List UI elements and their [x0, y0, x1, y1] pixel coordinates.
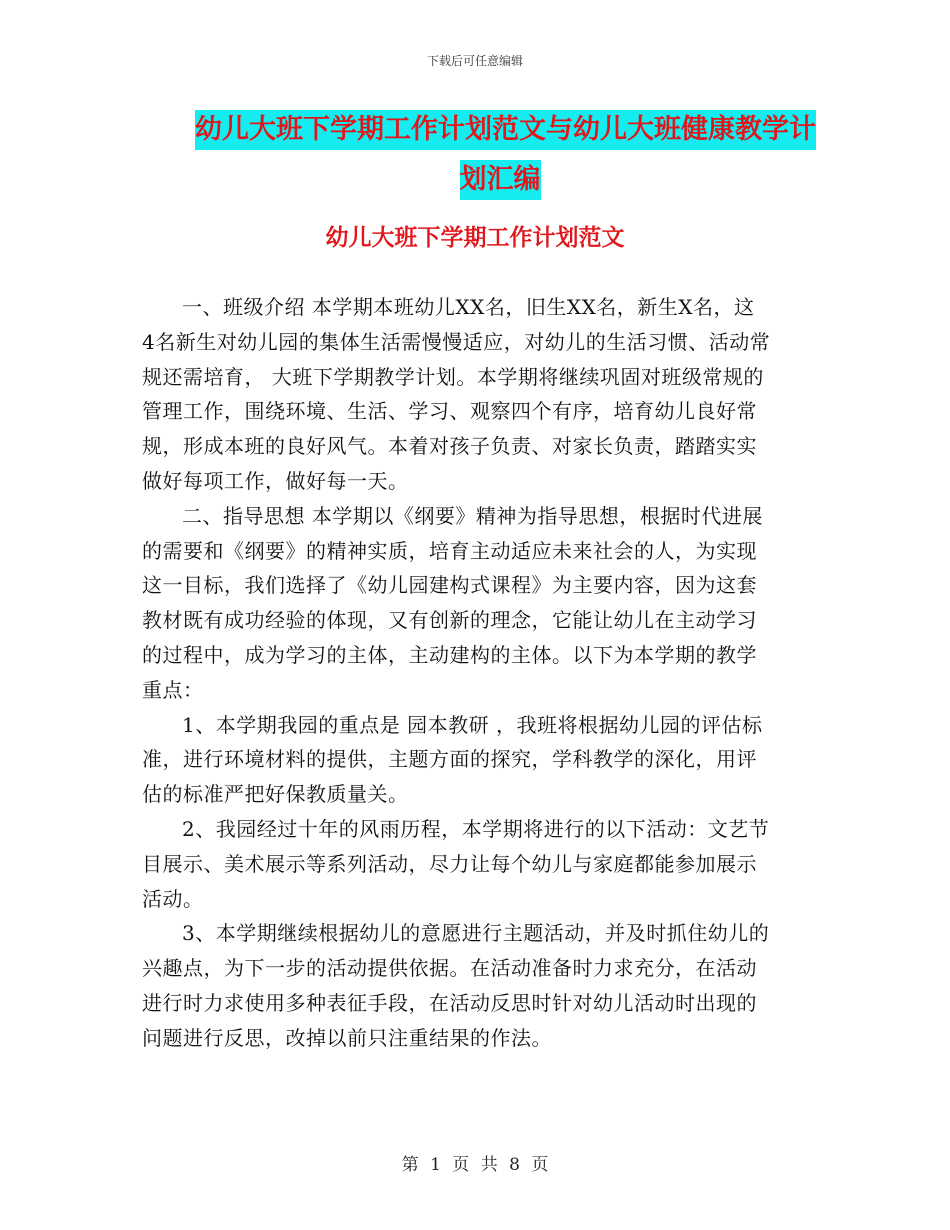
paragraph-5-line: 兴趣点，为下一步的活动提供依据。在活动准备时力求充分，在活动 [142, 956, 757, 981]
paragraph-2-line: 二、指导思想 本学期以《纲要》精神为指导思想，根据时代进展 [182, 503, 763, 528]
paragraph-2-line: 的需要和《纲要》的精神实质，培育主动适应未来社会的人，为实现 [142, 538, 757, 563]
paragraph-4-line: 2、我园经过十年的风雨历程，本学期将进行的以下活动：文艺节 [182, 816, 770, 841]
paragraph-1-line: 4名新生对幼儿园的集体生活需慢慢适应，对幼儿的生活习惯、活动常 [142, 329, 771, 354]
document-title [195, 110, 816, 200]
paragraph-3-line: 准，进行环境材料的提供，主题方面的探究，学科教学的深化，用评 [142, 747, 757, 772]
paragraph-5-line: 3、本学期继续根据幼儿的意愿进行主题活动，并及时抓住幼儿的 [182, 921, 770, 946]
paragraph-1-line: 规，形成本班的良好风气。本着对孩子负责、对家长负责，踏踏实实 [142, 434, 757, 459]
header-note: 下载后可任意编辑 [426, 54, 523, 68]
paragraph-1-line: 一、班级介绍 本学期本班幼儿XX名，旧生XX名，新生X名，这 [182, 295, 755, 319]
paragraph-2-line: 教材既有成功经验的体现，又有创新的理念，它能让幼儿在主动学习 [142, 608, 757, 633]
paragraph-5-line: 问题进行反思，改掉以前只注重结果的作法。 [142, 1025, 552, 1050]
paragraph-1-line: 做好每项工作，做好每一天。 [142, 468, 409, 493]
paragraph-3-line: 1、本学期我园的重点是 园本教研 ，我班将根据幼儿园的评估标 [182, 712, 763, 737]
paragraph-1-line: 规还需培育， 大班下学期教学计划。本学期将继续巩固对班级常规的 [142, 364, 764, 389]
section-title: 幼儿大班下学期工作计划范文 [325, 225, 625, 251]
title-line-1: 幼儿大班下学期工作计划范文与幼儿大班健康教学计 [195, 110, 816, 150]
page-number: 第 1 页 共 8 页 [401, 1155, 549, 1175]
body-text [142, 290, 808, 1056]
paragraph-4-line: 目展示、美术展示等系列活动，尽力让每个幼儿与家庭都能参加展示 [142, 851, 757, 876]
paragraph-1-line: 管理工作，围绕环境、生活、学习、观察四个有序，培育幼儿良好常 [142, 399, 757, 424]
paragraph-2-line: 的过程中，成为学习的主体，主动建构的主体。以下为本学期的教学 [142, 642, 757, 667]
title-line-2: 划汇编 [460, 160, 541, 200]
paragraph-5-line: 进行时力求使用多种表征手段，在活动反思时针对幼儿活动时出现的 [142, 990, 757, 1015]
paragraph-2-line: 这一目标，我们选择了《幼儿园建构式课程》为主要内容，因为这套 [142, 573, 757, 598]
paragraph-4-line: 活动。 [142, 886, 204, 911]
paragraph-2-line: 重点： [142, 677, 204, 702]
paragraph-3-line: 估的标准严把好保教质量关。 [142, 782, 409, 807]
